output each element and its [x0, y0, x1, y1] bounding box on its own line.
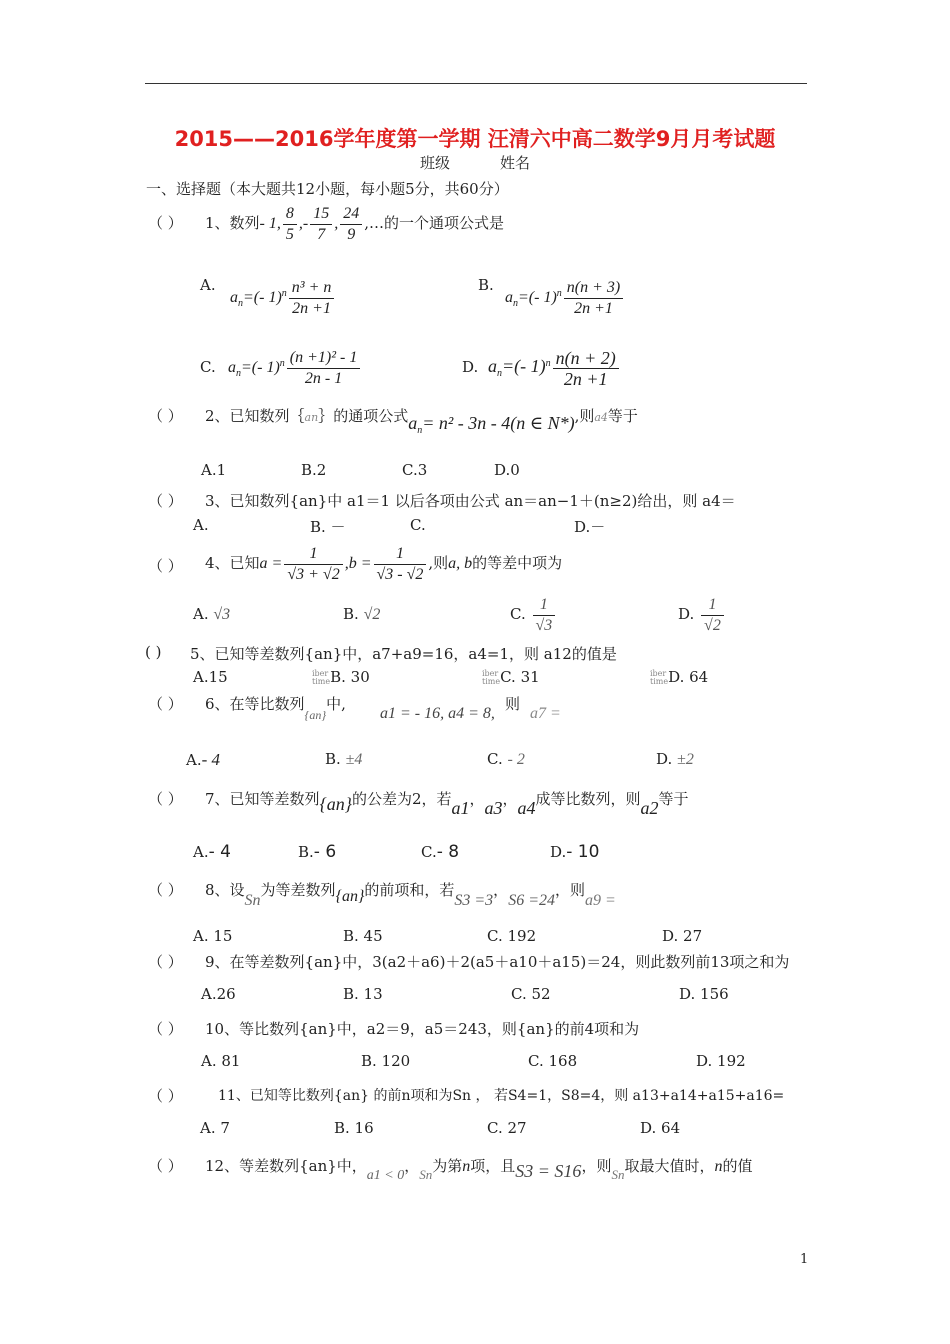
option-d[interactable]: iber timeD. 64 [650, 668, 709, 686]
question-stem: 10、等比数列{an}中，a2＝9，a5＝243，则{an}的前4项和为 [205, 1020, 640, 1038]
option-c[interactable]: C. - 2 [487, 750, 525, 768]
page-number: 1 [800, 1252, 809, 1267]
option-c[interactable]: C.3 [402, 461, 428, 479]
option-a[interactable]: A.- 4 [186, 750, 221, 769]
option-b-formula: $a_n=(-$ 1)$^n$ $\frac{n(n + 3)}{2n +1}$ [505, 272, 625, 326]
option-a[interactable]: A. 15 [193, 927, 233, 945]
option-a[interactable]: A.- 4 [193, 842, 231, 862]
question-stem: 7、已知等差数列{an}的公差为2，若a1，a3，a4成等比数列，则a2等于 [205, 790, 689, 818]
option-a[interactable]: A.1 [201, 461, 227, 479]
q6-a7: a7 = [530, 705, 561, 722]
question-stem: 6、在等比数列$_{\{an\}}$中, [205, 695, 346, 722]
name-label: 姓名 [500, 154, 531, 172]
option-d[interactable]: D.0 [494, 461, 520, 479]
question-stem: 1、数列- 1, $\frac{8}{5}$ ,- $\frac{15}{7}$ , $\frac{24}{9}$ ,…的一个通项公式是 [205, 204, 504, 243]
answer-paren: （ ） [148, 1087, 183, 1105]
option-b[interactable]: B. 120 [361, 1052, 411, 1070]
option-c[interactable]: C. [200, 358, 216, 376]
option-d[interactable]: D. 27 [662, 927, 703, 945]
option-a[interactable]: A. [200, 276, 216, 294]
option-b[interactable]: B. 13 [343, 985, 383, 1003]
option-d[interactable]: D. [462, 358, 479, 376]
option-d-formula: $a_n=(-$ 1)$^n$ $\frac{n(n + 2)}{2n +1}$ [488, 342, 621, 396]
answer-paren: （ ） [148, 790, 183, 808]
option-c[interactable]: C. 52 [511, 985, 551, 1003]
header-rule [145, 83, 807, 84]
option-b[interactable]: B. 45 [343, 927, 383, 945]
option-c[interactable]: C.- 8 [421, 842, 460, 862]
question-stem: 5、已知等差数列{an}中，a7+a9=16，a4=1，则 a12的值是 [190, 645, 617, 663]
answer-paren: （ ） [148, 881, 183, 899]
q6-condition: a1 = - 16, a4 = 8, [380, 705, 495, 722]
option-a[interactable]: A.26 [201, 985, 236, 1003]
q6-then: 则 [505, 695, 521, 713]
option-a[interactable]: A. 7 [200, 1119, 230, 1137]
question-stem: 12、等差数列{an}中，a1 < 0，Sn为第n项，且S3 = S16，则Sn取最大值时，n的值 [205, 1157, 753, 1183]
answer-paren: （ ） [148, 557, 183, 575]
option-c[interactable]: C. [410, 516, 426, 534]
answer-paren: （ ） [148, 1157, 183, 1175]
option-b[interactable]: B. √2 [343, 605, 381, 623]
question-stem: 2、已知数列｛an｝的通项公式$a_n= n^2 - 3n - 4(n$ ∈ N*),则a4等于 [205, 407, 638, 436]
option-b[interactable]: B.2 [301, 461, 327, 479]
answer-paren: （ ） [148, 214, 183, 232]
option-d[interactable]: D. 64 [640, 1119, 681, 1137]
section-heading: 一、选择题（本大题共12小题，每小题5分，共60分） [146, 180, 509, 198]
option-d[interactable]: D. $\frac{1}{√2}$ [678, 592, 726, 636]
question-stem: 8、设Sn为等差数列{an}的前项和，若S3 =3，S6 =24，则a9 = [205, 881, 616, 909]
answer-paren: （ ） [148, 1020, 183, 1038]
option-c[interactable]: C. 168 [528, 1052, 578, 1070]
answer-paren: ( ) [145, 643, 162, 661]
answer-paren: （ ） [148, 953, 183, 971]
option-c-formula: $a_n=(-$ 1)$^n$ $\frac{\text{(n +1)² - 1}}{2n - 1}$ [228, 342, 362, 396]
question-stem: 11、已知等比数列{an} 的前n项和为Sn ， 若S4=1，S8=4，则 a13+a14+a15+a16= [218, 1088, 785, 1104]
option-d[interactable]: D. ±2 [656, 750, 694, 768]
option-b[interactable]: B.- 6 [298, 842, 337, 862]
option-c[interactable]: C. $\frac{1}{√3}$ [510, 592, 557, 636]
question-stem: 3、已知数列{an}中 a1＝1 以后各项由公式 an＝an−1＋(n≥2)给出，则 a4＝ [205, 492, 736, 510]
option-b[interactable]: B. － [310, 518, 346, 536]
option-d[interactable]: D.- 10 [550, 842, 600, 862]
option-c[interactable]: C. 27 [487, 1119, 527, 1137]
option-a[interactable]: A. 81 [201, 1052, 241, 1070]
option-b[interactable]: B. 16 [334, 1119, 374, 1137]
option-a-formula: $a_n=(-$ 1)$^n$ $\frac{\text{n³ + n}}{2n +1}$ [230, 272, 336, 326]
option-c[interactable]: iber timeC. 31 [482, 668, 540, 686]
option-b[interactable]: B. [478, 276, 494, 294]
option-d[interactable]: D. 156 [679, 985, 729, 1003]
option-d[interactable]: D. 192 [696, 1052, 746, 1070]
class-label: 班级 [420, 154, 451, 172]
option-a[interactable]: A. √3 [193, 605, 231, 623]
option-a[interactable]: A. [193, 516, 209, 534]
exam-title: 2015——2016学年度第一学期 汪清六中高二数学9月月考试题 [174, 127, 776, 151]
answer-paren: （ ） [148, 695, 183, 713]
option-d[interactable]: D.－ [574, 518, 606, 536]
answer-paren: （ ） [148, 407, 183, 425]
question-stem: 4、已知a = $\frac{1}{√3 + √2}$ ,b = $\frac{1}{√3 - √2}$ ,则a, b的等差中项为 [205, 544, 563, 583]
option-b[interactable]: iber timeB. 30 [312, 668, 370, 686]
question-stem: 9、在等差数列{an}中，3(a2＋a6)＋2(a5＋a10＋a15)＝24，则此数列前13项之和为 [205, 953, 790, 971]
option-a[interactable]: A.15 [193, 668, 228, 686]
option-c[interactable]: C. 192 [487, 927, 537, 945]
answer-paren: （ ） [148, 492, 183, 510]
option-b[interactable]: B. ±4 [325, 750, 363, 768]
